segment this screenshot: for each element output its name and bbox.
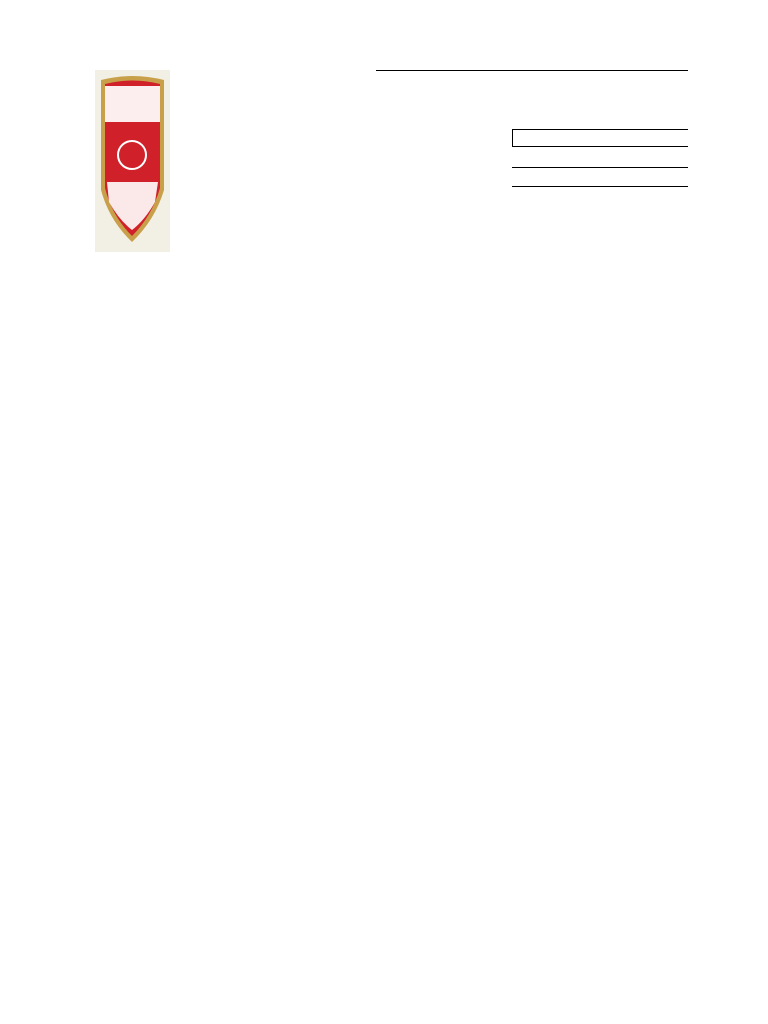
shield-icon (95, 70, 170, 252)
school-logo (95, 70, 170, 252)
